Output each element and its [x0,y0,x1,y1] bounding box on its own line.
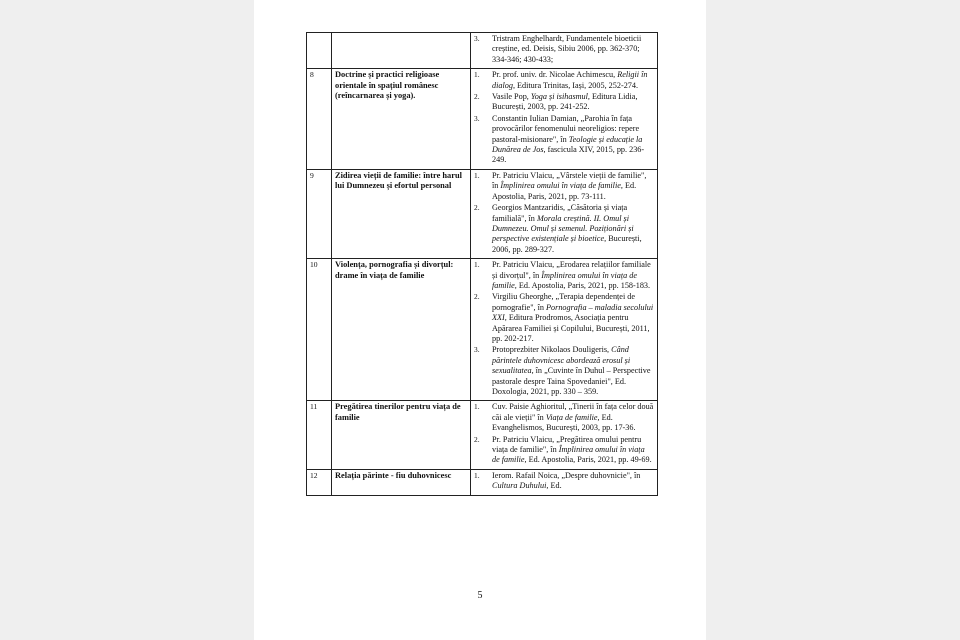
reference-number: 3. [474,345,480,355]
row-number: 12 [307,469,332,495]
reference-list [474,402,654,465]
reference-segment: Cuv. Paisie Aghioritul, „Tinerii în fața celor două căi ale vieții" în [492,402,654,422]
row-bibliography [471,401,658,469]
row-number: 8 [307,69,332,170]
reference-segment: Pr. Patriciu Vlaicu, „Pregătirea omului pentru viața de familie", în [492,434,642,455]
reference-number: 2. [474,292,480,302]
syllabus-rows [307,33,658,496]
reference-text [492,70,654,91]
reference-number: 1. [474,170,480,180]
reference-text [492,34,654,65]
reference-list [474,260,654,397]
reference-number: 2. [474,92,480,102]
reference-segment: , Editura Trinitas, Iași, 2005, 252-274. [512,80,639,90]
table-row [307,33,658,69]
reference-item [474,292,654,344]
row-topic: Zidirea vieții de familie: între harul lui Dumnezeu și efortul personal [332,169,471,258]
reference-segment: Georgios Mantzaridis, „Căsătoria și viața familială", în [492,203,628,223]
row-bibliography [471,469,658,495]
reference-list [474,471,654,492]
reference-segment: , Editura Lidia, București, 2003, pp. 241-252. [492,92,638,112]
reference-title: Religii în dialog [492,70,648,90]
reference-title: Împlinirea omului în viața de familie [500,181,621,191]
reference-number: 1. [474,70,480,80]
reference-text [492,292,654,344]
reference-segment: , Editura Prodromos, Asociația pentru Apărarea Familiei și Copilului, București, 2011, pp. 202-217. [492,313,650,343]
table-row [307,259,658,401]
reference-number: 2. [474,203,480,213]
row-number: 11 [307,401,332,469]
row-topic: Doctrine și practici religioase orientale în spațiul românesc (reîncarnarea și yoga). [332,69,471,170]
reference-segment: Pr. prof. univ. dr. Nicolae Achimescu, [492,70,618,80]
reference-segment: , Ed. Apostolia, Paris, 2021, pp. 49-69. [524,455,652,465]
reference-text [492,114,654,166]
row-topic: Relația părinte - fiu duhovnicesc [332,469,471,495]
reference-item [474,70,654,91]
reference-item [474,171,654,202]
reference-title: Yoga și isihasmul [530,92,588,102]
reference-segment: , Ed. [546,481,562,491]
reference-text [492,345,654,397]
reference-number: 1. [474,470,480,480]
reference-segment: , Ed. Apostolia, Paris, 2021, pp. 73-111. [492,181,637,201]
reference-segment: , fascicula XIV, 2015, pp. 236-249. [492,145,645,165]
syllabus-table [306,32,658,496]
row-bibliography [471,69,658,170]
reference-item [474,114,654,166]
reference-number: 1. [474,260,480,270]
reference-text [492,171,654,202]
reference-number: 3. [474,113,480,123]
row-bibliography [471,169,658,258]
reference-title: Morala creștină. II. Omul și Dumnezeu. Omul și semenul. Pozițiоnări și perspective existențiale și bioetice [492,213,634,244]
reference-text [492,471,654,492]
reference-segment: , în „Cuvinte în Duhul – Perspective pastorale despre Taina Spovedaniei", Ed. Doxologia, 2021, pp. 330 – 359. [492,366,651,396]
reference-title: Când părintele duhovnicesc abordează erosul și sexualitatea [492,345,631,376]
reference-text [492,435,654,466]
reference-text [492,203,654,255]
row-bibliography [471,259,658,401]
reference-segment: Ierom. Rafail Noica, „Despre duhovnicie", în [492,470,641,480]
reference-item [474,203,654,255]
reference-segment: , Ed. Evanghelismos, București, 2003, pp. 17-36. [492,412,636,433]
reference-item [474,345,654,397]
reference-number: 2. [474,434,480,444]
reference-item [474,260,654,291]
reference-segment: , București, 2006, pp. 289-327. [492,234,642,254]
reference-segment: Pr. Patriciu Vlaicu, „Erodarea relațiilor familiale și divorțul", în [492,260,651,280]
table-row [307,69,658,170]
reference-title: Împlinirea omului în viața de familie [492,445,645,465]
reference-title: Viața de familie [545,412,598,422]
table-row [307,169,658,258]
reference-list [474,171,654,255]
reference-item [474,471,654,492]
reference-list [474,34,654,65]
reference-segment: , Ed. Apostolia, Paris, 2021, pp. 158-183. [514,280,651,290]
reference-segment: Constantin Iulian Damian, „Parohia în fața provocărilor fenomenului neoreligios: repere pastoral-misionare", în [492,113,640,144]
reference-text [492,402,654,433]
row-bibliography [471,33,658,69]
reference-number: 1. [474,402,480,412]
reference-title: Pornografia – maladia secolului XXI [492,302,654,323]
row-number: 10 [307,259,332,401]
table-row [307,469,658,495]
table-row [307,401,658,469]
reference-number: 3. [474,34,480,43]
reference-segment: Virgiliu Gheorghe, „Terapia dependenței de pornografie", în [492,292,635,312]
reference-item [474,34,654,65]
reference-title: Teologie și educație la Dunărea de Jos [492,134,643,155]
page-number: 5 [477,590,483,601]
reference-text [492,92,654,113]
reference-segment: Tristram Enghelhardt, Fundamentele bioeticii creștine, ed. Deisis, Sibiu 2006, pp. 362-370; 334-346; 430-433; [492,34,642,64]
reference-segment: Vasile Pop, [492,92,531,102]
row-topic [332,33,471,69]
reference-title: Împlinirea omului în viața de familie [492,270,637,290]
reference-list [474,70,654,166]
reference-item [474,435,654,466]
row-number: 9 [307,169,332,258]
reference-segment: Pr. Patriciu Vlaicu, „Vârstele vieții de familie", în [492,170,647,191]
reference-title: Cultura Duhului [492,481,547,491]
reference-text [492,260,654,291]
row-topic: Violența, pornografia și divorțul: drame în viața de familie [332,259,471,401]
reference-segment: Protoprezbiter Nikolaos Douligeris, [492,345,612,355]
document-page [254,0,706,640]
row-number [307,33,332,69]
reference-item [474,402,654,433]
row-topic: Pregătirea tinerilor pentru viața de familie [332,401,471,469]
reference-item [474,92,654,113]
